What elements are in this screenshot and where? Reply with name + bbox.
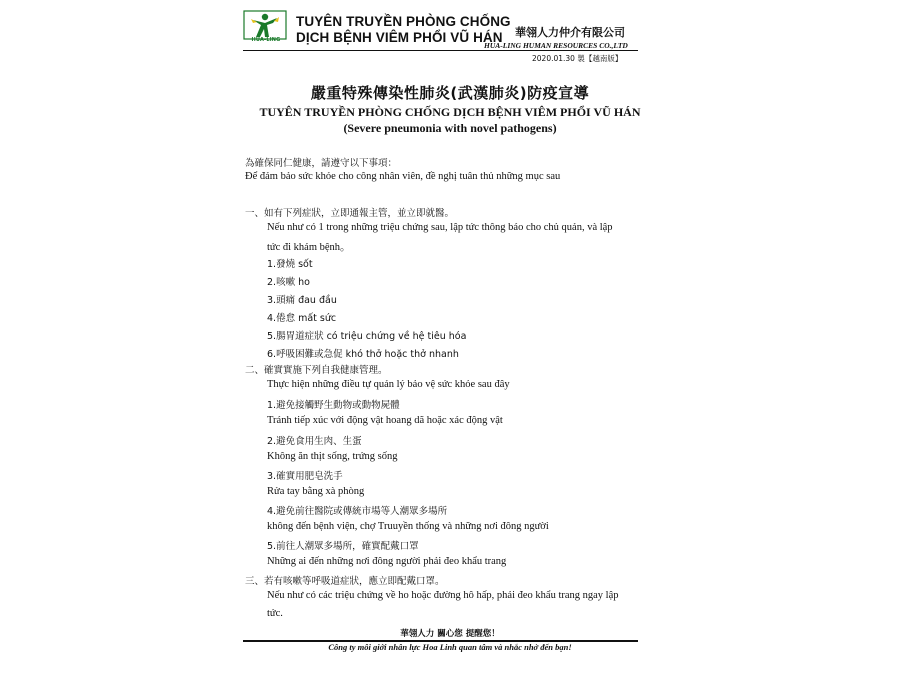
- health-item-vn: Rửa tay bằng xà phòng: [267, 486, 365, 497]
- company-name-cn: 華翎人力仲介有限公司: [515, 26, 625, 39]
- date-version: 2020.01.30 製【越南版】: [532, 54, 623, 63]
- logo-text: HUA-LING: [251, 37, 281, 43]
- document-title-vn: TUYÊN TRUYỀN PHÒNG CHỐNG DỊCH BỆNH VIÊM PHỔI VŨ HÁN: [259, 105, 641, 119]
- symptom-item: 3.頭痛 đau đầu: [267, 295, 337, 306]
- health-item-cn: 2.避免食用生肉、生蛋: [267, 436, 362, 447]
- document-title-en: (Severe pneumonia with novel pathogens): [343, 121, 557, 135]
- intro-cn: 為確保同仁健康，請遵守以下事項：: [245, 158, 398, 169]
- section2-desc: Thực hiện những điều tự quản lý bảo vệ sức khỏe sau đây: [267, 379, 510, 390]
- health-item-vn: Không ăn thịt sống, trứng sống: [267, 451, 398, 462]
- health-item-cn: 4.避免前往醫院或傳統市場等人潮眾多場所: [267, 506, 448, 517]
- section2-heading: 二、確實實施下列自我健康管理。: [245, 365, 388, 376]
- symptom-item: 1.發燒 sốt: [267, 259, 313, 270]
- health-item-cn: 5.前往人潮眾多場所，確實配戴口罩: [267, 541, 419, 552]
- footer-vn: Công ty môi giới nhân lực Hoa Linh quan tâm và nhắc nhở đến bạn!: [328, 642, 572, 652]
- symptom-item: 5.腸胃道症狀 có triệu chứng về hệ tiêu hóa: [267, 331, 467, 342]
- health-item-vn: không đến bệnh viện, chợ Truuyền thống và những nơi đông người: [267, 521, 549, 532]
- section3-desc-line2: tức.: [267, 608, 283, 619]
- company-name-en: HUA-LING HUMAN RESOURCES CO.,LTD: [484, 41, 628, 50]
- intro-vn: Để đảm bảo sức khỏe cho công nhân viên, đề nghị tuân thủ những mục sau: [245, 171, 561, 182]
- footer-cn: 華翎人力 關心您 提醒您！: [400, 629, 500, 639]
- section1-heading: 一、如有下列症狀，立即通報主管，並立即就醫。: [245, 208, 455, 219]
- health-item-vn: Tránh tiếp xúc với động vật hoang dã hoặc xác động vật: [267, 415, 503, 426]
- symptom-item: 6.呼吸困難或急促 khó thở hoặc thở nhanh: [267, 349, 459, 360]
- header-title-line2: DỊCH BỆNH VIÊM PHỔI VŨ HÁN: [296, 30, 503, 45]
- section3-desc-line1: Nếu như có các triệu chứng về ho hoặc đường hô hấp, phải đeo khẩu trang ngay lập: [267, 590, 619, 601]
- header-divider: [243, 50, 638, 51]
- symptom-item: 2.咳嗽 ho: [267, 277, 310, 288]
- logo-figure-icon: [243, 10, 287, 40]
- header-title-line1: TUYÊN TRUYỀN PHÒNG CHỐNG: [296, 14, 511, 29]
- health-item-vn: Những ai đến những nơi đông người phải đeo khẩu trang: [267, 556, 507, 567]
- document-title-cn: 嚴重特殊傳染性肺炎(武漢肺炎)防疫宣導: [310, 84, 590, 102]
- section1-desc-line2: tức đi khám bệnh。: [267, 242, 351, 253]
- section1-desc-line1: Nếu như có 1 trong những triệu chứng sau, lập tức thông báo cho chủ quản, và lập: [267, 222, 613, 233]
- health-item-cn: 3.確實用肥皂洗手: [267, 471, 343, 482]
- health-item-cn: 1.避免接觸野生動物或動物屍體: [267, 400, 400, 411]
- section3-heading: 三、若有咳嗽等呼吸道症狀，應立即配戴口罩。: [245, 576, 445, 587]
- symptom-item: 4.倦怠 mất sức: [267, 313, 337, 324]
